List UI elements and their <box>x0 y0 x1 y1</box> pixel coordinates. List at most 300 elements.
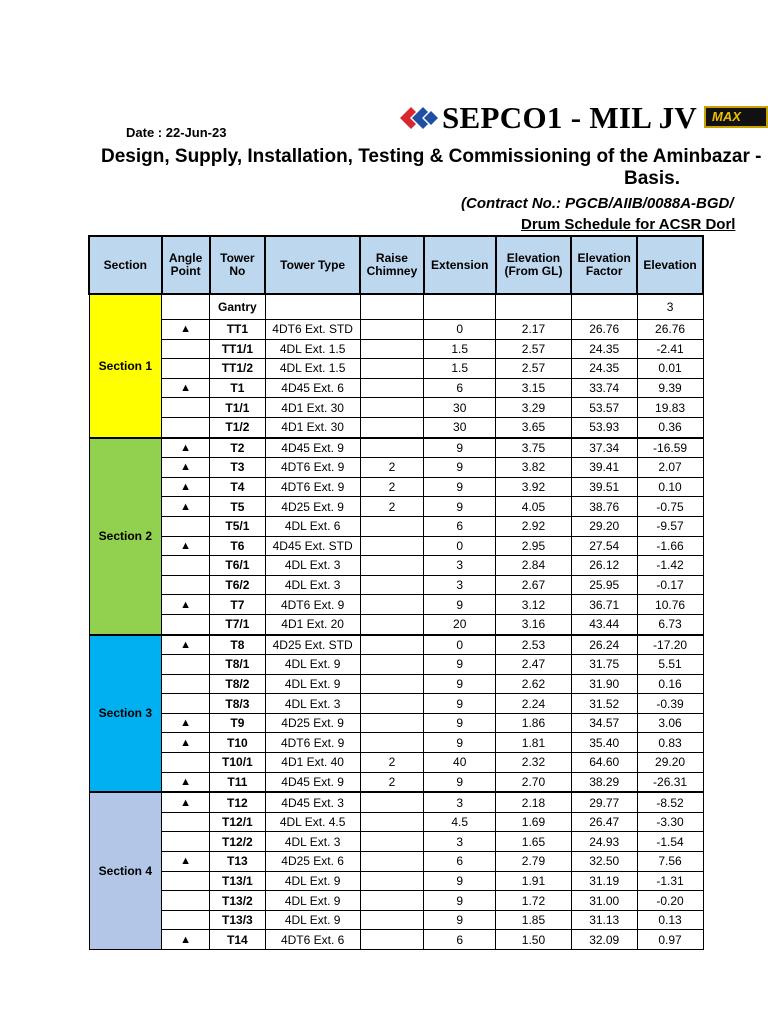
elevation-factor-cell: 64.60 <box>571 753 637 773</box>
elevation-factor-cell: 35.40 <box>571 733 637 753</box>
elevation-cell: 0.36 <box>637 417 703 437</box>
tower-type-cell: 4D45 Ext. 3 <box>265 792 360 812</box>
drum-schedule-table <box>88 235 704 950</box>
tower-type-cell <box>265 294 360 320</box>
raise-chimney-cell <box>360 294 424 320</box>
raise-chimney-cell <box>360 655 424 675</box>
tower-type-cell: 4DL Ext. 1.5 <box>265 359 360 379</box>
angle-point-triangle-icon <box>162 655 210 675</box>
elevation-cell: -0.39 <box>637 694 703 714</box>
raise-chimney-cell: 2 <box>360 477 424 497</box>
elevation-cell: -9.57 <box>637 516 703 536</box>
elevation-factor-cell: 31.52 <box>571 694 637 714</box>
extension-cell: 9 <box>424 438 496 458</box>
elevation-cell: -0.17 <box>637 575 703 595</box>
elevation-cell: -2.41 <box>637 339 703 359</box>
section-label: Section 3 <box>89 635 162 793</box>
elevation-factor-cell: 39.51 <box>571 477 637 497</box>
extension-cell: 40 <box>424 753 496 773</box>
elevation-factor-cell: 38.29 <box>571 772 637 792</box>
contract-number: (Contract No.: PGCB/AIIB/0088A-BGD/ <box>461 195 734 212</box>
extension-cell: 9 <box>424 733 496 753</box>
table-body <box>89 294 703 950</box>
table-row <box>89 556 703 576</box>
elevation-factor-cell: 32.09 <box>571 930 637 950</box>
extension-cell: 9 <box>424 694 496 714</box>
angle-point-triangle-icon: ▲ <box>162 536 210 556</box>
angle-point-triangle-icon <box>162 294 210 320</box>
elevation-gl-cell: 2.84 <box>496 556 572 576</box>
table-row <box>89 852 703 872</box>
tower-type-cell: 4D45 Ext. 6 <box>265 378 360 398</box>
elevation-cell: -1.66 <box>637 536 703 556</box>
tower-no-cell: TT1/1 <box>210 339 266 359</box>
tower-type-cell: 4D1 Ext. 30 <box>265 417 360 437</box>
angle-point-triangle-icon <box>162 575 210 595</box>
tower-no-cell: T13/2 <box>210 891 266 911</box>
tower-no-cell: Gantry <box>210 294 266 320</box>
elevation-gl-cell: 3.29 <box>496 398 572 418</box>
extension-cell: 30 <box>424 398 496 418</box>
elevation-cell: 19.83 <box>637 398 703 418</box>
raise-chimney-cell <box>360 359 424 379</box>
table-row <box>89 516 703 536</box>
table-row <box>89 635 703 655</box>
tower-no-cell: T2 <box>210 438 266 458</box>
tower-no-cell: T3 <box>210 458 266 478</box>
table-row <box>89 772 703 792</box>
tower-type-cell: 4DL Ext. 3 <box>265 556 360 576</box>
tower-type-cell: 4DL Ext. 9 <box>265 871 360 891</box>
tower-type-cell: 4DL Ext. 1.5 <box>265 339 360 359</box>
elevation-cell: -8.52 <box>637 792 703 812</box>
angle-point-triangle-icon: ▲ <box>162 792 210 812</box>
elevation-gl-cell: 2.79 <box>496 852 572 872</box>
elevation-factor-cell: 34.57 <box>571 713 637 733</box>
table-row <box>89 458 703 478</box>
tower-no-cell: T7 <box>210 595 266 615</box>
table-row <box>89 320 703 340</box>
elevation-factor-cell: 29.77 <box>571 792 637 812</box>
tower-type-cell: 4DL Ext. 3 <box>265 575 360 595</box>
angle-point-triangle-icon <box>162 910 210 930</box>
extension-cell: 1.5 <box>424 339 496 359</box>
table-row <box>89 294 703 320</box>
tower-type-cell: 4DT6 Ext. 9 <box>265 733 360 753</box>
tower-no-cell: T8/2 <box>210 674 266 694</box>
elevation-gl-cell: 3.75 <box>496 438 572 458</box>
table-row <box>89 497 703 517</box>
raise-chimney-cell: 2 <box>360 458 424 478</box>
table-row <box>89 832 703 852</box>
raise-chimney-cell <box>360 595 424 615</box>
extension-cell: 9 <box>424 458 496 478</box>
column-header: Elevation Factor <box>571 236 637 294</box>
elevation-cell: 0.83 <box>637 733 703 753</box>
raise-chimney-cell: 2 <box>360 772 424 792</box>
elevation-cell: 3 <box>637 294 703 320</box>
document-title: Design, Supply, Installation, Testing & Commissioning of the Aminbazar - <box>101 146 762 167</box>
elevation-cell: 6.73 <box>637 614 703 634</box>
elevation-factor-cell: 27.54 <box>571 536 637 556</box>
raise-chimney-cell <box>360 516 424 536</box>
angle-point-triangle-icon: ▲ <box>162 930 210 950</box>
extension-cell <box>424 294 496 320</box>
tower-no-cell: T12 <box>210 792 266 812</box>
tower-no-cell: T1/1 <box>210 398 266 418</box>
tower-no-cell: TT1 <box>210 320 266 340</box>
angle-point-triangle-icon: ▲ <box>162 713 210 733</box>
elevation-cell: 26.76 <box>637 320 703 340</box>
elevation-factor-cell: 43.44 <box>571 614 637 634</box>
table-row <box>89 713 703 733</box>
tower-type-cell: 4DL Ext. 9 <box>265 655 360 675</box>
tower-no-cell: T8/3 <box>210 694 266 714</box>
angle-point-triangle-icon <box>162 812 210 832</box>
elevation-factor-cell: 26.47 <box>571 812 637 832</box>
elevation-gl-cell: 2.24 <box>496 694 572 714</box>
elevation-gl-cell: 2.95 <box>496 536 572 556</box>
tower-no-cell: T14 <box>210 930 266 950</box>
angle-point-triangle-icon <box>162 891 210 911</box>
elevation-factor-cell: 31.13 <box>571 910 637 930</box>
elevation-cell: 0.13 <box>637 910 703 930</box>
raise-chimney-cell <box>360 320 424 340</box>
table-row <box>89 655 703 675</box>
extension-cell: 9 <box>424 655 496 675</box>
elevation-cell: 0.16 <box>637 674 703 694</box>
elevation-factor-cell: 33.74 <box>571 378 637 398</box>
elevation-factor-cell: 26.24 <box>571 635 637 655</box>
tower-no-cell: T6/2 <box>210 575 266 595</box>
angle-point-triangle-icon <box>162 556 210 576</box>
elevation-cell: -0.20 <box>637 891 703 911</box>
table-row <box>89 398 703 418</box>
extension-cell: 9 <box>424 772 496 792</box>
column-header: Raise Chimney <box>360 236 424 294</box>
extension-cell: 3 <box>424 556 496 576</box>
raise-chimney-cell <box>360 871 424 891</box>
raise-chimney-cell <box>360 891 424 911</box>
extension-cell: 0 <box>424 320 496 340</box>
tower-type-cell: 4D1 Ext. 30 <box>265 398 360 418</box>
tower-no-cell: T10 <box>210 733 266 753</box>
tower-type-cell: 4D1 Ext. 40 <box>265 753 360 773</box>
tower-no-cell: T8 <box>210 635 266 655</box>
angle-point-triangle-icon <box>162 674 210 694</box>
elevation-factor-cell: 39.41 <box>571 458 637 478</box>
raise-chimney-cell <box>360 733 424 753</box>
elevation-gl-cell: 2.53 <box>496 635 572 655</box>
table-header-row <box>89 236 703 294</box>
table-row <box>89 674 703 694</box>
table-row <box>89 930 703 950</box>
tower-no-cell: TT1/2 <box>210 359 266 379</box>
table-row <box>89 792 703 812</box>
elevation-gl-cell: 2.47 <box>496 655 572 675</box>
angle-point-triangle-icon <box>162 871 210 891</box>
elevation-gl-cell: 2.70 <box>496 772 572 792</box>
angle-point-triangle-icon <box>162 516 210 536</box>
table-row <box>89 536 703 556</box>
raise-chimney-cell <box>360 674 424 694</box>
tower-type-cell: 4DT6 Ext. 9 <box>265 595 360 615</box>
section-label: Section 2 <box>89 438 162 635</box>
tower-no-cell: T11 <box>210 772 266 792</box>
extension-cell: 3 <box>424 792 496 812</box>
extension-cell: 9 <box>424 871 496 891</box>
raise-chimney-cell <box>360 575 424 595</box>
extension-cell: 9 <box>424 477 496 497</box>
elevation-factor-cell: 31.00 <box>571 891 637 911</box>
tower-no-cell: T12/1 <box>210 812 266 832</box>
elevation-cell: 7.56 <box>637 852 703 872</box>
angle-point-triangle-icon: ▲ <box>162 497 210 517</box>
table-row <box>89 595 703 615</box>
drum-schedule-title: Drum Schedule for ACSR Dorl <box>521 216 736 233</box>
raise-chimney-cell <box>360 694 424 714</box>
table-row <box>89 438 703 458</box>
elevation-factor-cell: 37.34 <box>571 438 637 458</box>
angle-point-triangle-icon <box>162 359 210 379</box>
elevation-factor-cell: 53.93 <box>571 417 637 437</box>
elevation-cell: 0.97 <box>637 930 703 950</box>
elevation-gl-cell: 2.92 <box>496 516 572 536</box>
elevation-gl-cell: 3.12 <box>496 595 572 615</box>
raise-chimney-cell: 2 <box>360 753 424 773</box>
elevation-gl-cell: 2.17 <box>496 320 572 340</box>
elevation-factor-cell <box>571 294 637 320</box>
extension-cell: 30 <box>424 417 496 437</box>
raise-chimney-cell <box>360 792 424 812</box>
elevation-factor-cell: 36.71 <box>571 595 637 615</box>
angle-point-triangle-icon <box>162 398 210 418</box>
elevation-factor-cell: 31.19 <box>571 871 637 891</box>
raise-chimney-cell: 2 <box>360 497 424 517</box>
elevation-cell: 29.20 <box>637 753 703 773</box>
raise-chimney-cell <box>360 635 424 655</box>
elevation-cell: 0.10 <box>637 477 703 497</box>
tower-type-cell: 4D1 Ext. 20 <box>265 614 360 634</box>
elevation-cell: 0.01 <box>637 359 703 379</box>
extension-cell: 6 <box>424 378 496 398</box>
extension-cell: 1.5 <box>424 359 496 379</box>
tower-type-cell: 4DL Ext. 3 <box>265 694 360 714</box>
column-header: Angle Point <box>162 236 210 294</box>
tower-no-cell: T5 <box>210 497 266 517</box>
elevation-gl-cell <box>496 294 572 320</box>
angle-point-triangle-icon: ▲ <box>162 852 210 872</box>
raise-chimney-cell <box>360 339 424 359</box>
elevation-gl-cell: 3.92 <box>496 477 572 497</box>
tower-type-cell: 4D25 Ext. STD <box>265 635 360 655</box>
elevation-factor-cell: 38.76 <box>571 497 637 517</box>
elevation-factor-cell: 29.20 <box>571 516 637 536</box>
raise-chimney-cell <box>360 713 424 733</box>
elevation-gl-cell: 1.50 <box>496 930 572 950</box>
elevation-gl-cell: 3.82 <box>496 458 572 478</box>
elevation-gl-cell: 1.86 <box>496 713 572 733</box>
raise-chimney-cell <box>360 832 424 852</box>
extension-cell: 9 <box>424 674 496 694</box>
elevation-cell: 3.06 <box>637 713 703 733</box>
tower-type-cell: 4DL Ext. 9 <box>265 910 360 930</box>
elevation-gl-cell: 3.16 <box>496 614 572 634</box>
extension-cell: 9 <box>424 595 496 615</box>
column-header: Elevation <box>637 236 703 294</box>
tower-type-cell: 4D45 Ext. 9 <box>265 772 360 792</box>
table-row <box>89 339 703 359</box>
elevation-cell: 5.51 <box>637 655 703 675</box>
tower-no-cell: T1/2 <box>210 417 266 437</box>
extension-cell: 6 <box>424 930 496 950</box>
angle-point-triangle-icon: ▲ <box>162 320 210 340</box>
table-row <box>89 359 703 379</box>
elevation-factor-cell: 31.75 <box>571 655 637 675</box>
elevation-cell: 9.39 <box>637 378 703 398</box>
table-row <box>89 733 703 753</box>
tower-type-cell: 4D25 Ext. 6 <box>265 852 360 872</box>
table-row <box>89 753 703 773</box>
elevation-factor-cell: 24.93 <box>571 832 637 852</box>
extension-cell: 9 <box>424 910 496 930</box>
raise-chimney-cell <box>360 852 424 872</box>
tower-no-cell: T9 <box>210 713 266 733</box>
extension-cell: 9 <box>424 713 496 733</box>
elevation-gl-cell: 4.05 <box>496 497 572 517</box>
extension-cell: 9 <box>424 891 496 911</box>
table-row <box>89 417 703 437</box>
extension-cell: 3 <box>424 832 496 852</box>
angle-point-triangle-icon: ▲ <box>162 772 210 792</box>
tower-no-cell: T13/1 <box>210 871 266 891</box>
elevation-cell: 2.07 <box>637 458 703 478</box>
tower-type-cell: 4DL Ext. 9 <box>265 891 360 911</box>
elevation-gl-cell: 1.72 <box>496 891 572 911</box>
angle-point-triangle-icon: ▲ <box>162 378 210 398</box>
elevation-gl-cell: 1.69 <box>496 812 572 832</box>
elevation-cell: -17.20 <box>637 635 703 655</box>
elevation-cell: -3.30 <box>637 812 703 832</box>
raise-chimney-cell <box>360 417 424 437</box>
tower-type-cell: 4DT6 Ext. 9 <box>265 477 360 497</box>
column-header: Tower Type <box>265 236 360 294</box>
document-title-continued: Basis. <box>624 168 680 189</box>
tower-type-cell: 4D25 Ext. 9 <box>265 497 360 517</box>
angle-point-triangle-icon: ▲ <box>162 733 210 753</box>
elevation-factor-cell: 32.50 <box>571 852 637 872</box>
elevation-cell: -16.59 <box>637 438 703 458</box>
elevation-gl-cell: 1.65 <box>496 832 572 852</box>
tower-no-cell: T5/1 <box>210 516 266 536</box>
tower-no-cell: T13/3 <box>210 910 266 930</box>
angle-point-triangle-icon <box>162 339 210 359</box>
table-row <box>89 614 703 634</box>
elevation-gl-cell: 3.15 <box>496 378 572 398</box>
elevation-gl-cell: 1.81 <box>496 733 572 753</box>
elevation-factor-cell: 53.57 <box>571 398 637 418</box>
elevation-gl-cell: 2.67 <box>496 575 572 595</box>
extension-cell: 9 <box>424 497 496 517</box>
elevation-gl-cell: 2.18 <box>496 792 572 812</box>
tower-no-cell: T8/1 <box>210 655 266 675</box>
extension-cell: 20 <box>424 614 496 634</box>
tower-no-cell: T1 <box>210 378 266 398</box>
raise-chimney-cell <box>360 556 424 576</box>
angle-point-triangle-icon: ▲ <box>162 438 210 458</box>
tower-type-cell: 4DT6 Ext. 9 <box>265 458 360 478</box>
tower-type-cell: 4DT6 Ext. 6 <box>265 930 360 950</box>
elevation-gl-cell: 2.57 <box>496 339 572 359</box>
table-row <box>89 812 703 832</box>
extension-cell: 0 <box>424 536 496 556</box>
elevation-gl-cell: 2.62 <box>496 674 572 694</box>
tower-no-cell: T12/2 <box>210 832 266 852</box>
tower-no-cell: T7/1 <box>210 614 266 634</box>
elevation-cell: -1.54 <box>637 832 703 852</box>
table-row <box>89 575 703 595</box>
angle-point-triangle-icon <box>162 417 210 437</box>
extension-cell: 6 <box>424 852 496 872</box>
elevation-cell: 10.76 <box>637 595 703 615</box>
elevation-factor-cell: 24.35 <box>571 339 637 359</box>
extension-cell: 4.5 <box>424 812 496 832</box>
elevation-factor-cell: 26.76 <box>571 320 637 340</box>
tower-type-cell: 4DL Ext. 6 <box>265 516 360 536</box>
tower-type-cell: 4D45 Ext. 9 <box>265 438 360 458</box>
elevation-factor-cell: 26.12 <box>571 556 637 576</box>
angle-point-triangle-icon <box>162 614 210 634</box>
raise-chimney-cell <box>360 910 424 930</box>
tower-type-cell: 4D25 Ext. 9 <box>265 713 360 733</box>
angle-point-triangle-icon: ▲ <box>162 635 210 655</box>
elevation-cell: -0.75 <box>637 497 703 517</box>
max-logo-text: MAX <box>712 109 741 124</box>
column-header: Section <box>89 236 162 294</box>
elevation-cell: -1.42 <box>637 556 703 576</box>
elevation-factor-cell: 31.90 <box>571 674 637 694</box>
elevation-gl-cell: 1.85 <box>496 910 572 930</box>
angle-point-triangle-icon <box>162 694 210 714</box>
raise-chimney-cell <box>360 812 424 832</box>
raise-chimney-cell <box>360 536 424 556</box>
raise-chimney-cell <box>360 614 424 634</box>
max-logo-badge <box>704 106 768 128</box>
raise-chimney-cell <box>360 378 424 398</box>
elevation-factor-cell: 24.35 <box>571 359 637 379</box>
tower-type-cell: 4D45 Ext. STD <box>265 536 360 556</box>
column-header: Elevation (From GL) <box>496 236 572 294</box>
table-row <box>89 378 703 398</box>
table-row <box>89 871 703 891</box>
tower-no-cell: T4 <box>210 477 266 497</box>
tower-type-cell: 4DL Ext. 3 <box>265 832 360 852</box>
tower-type-cell: 4DL Ext. 4.5 <box>265 812 360 832</box>
extension-cell: 3 <box>424 575 496 595</box>
angle-point-triangle-icon: ▲ <box>162 595 210 615</box>
angle-point-triangle-icon <box>162 832 210 852</box>
raise-chimney-cell <box>360 438 424 458</box>
angle-point-triangle-icon <box>162 753 210 773</box>
elevation-cell: -26.31 <box>637 772 703 792</box>
column-header: Extension <box>424 236 496 294</box>
raise-chimney-cell <box>360 930 424 950</box>
logo-text: SEPCO1 - MIL JV <box>442 100 698 135</box>
extension-cell: 0 <box>424 635 496 655</box>
section-label: Section 1 <box>89 294 162 438</box>
tower-type-cell: 4DT6 Ext. STD <box>265 320 360 340</box>
angle-point-triangle-icon: ▲ <box>162 477 210 497</box>
